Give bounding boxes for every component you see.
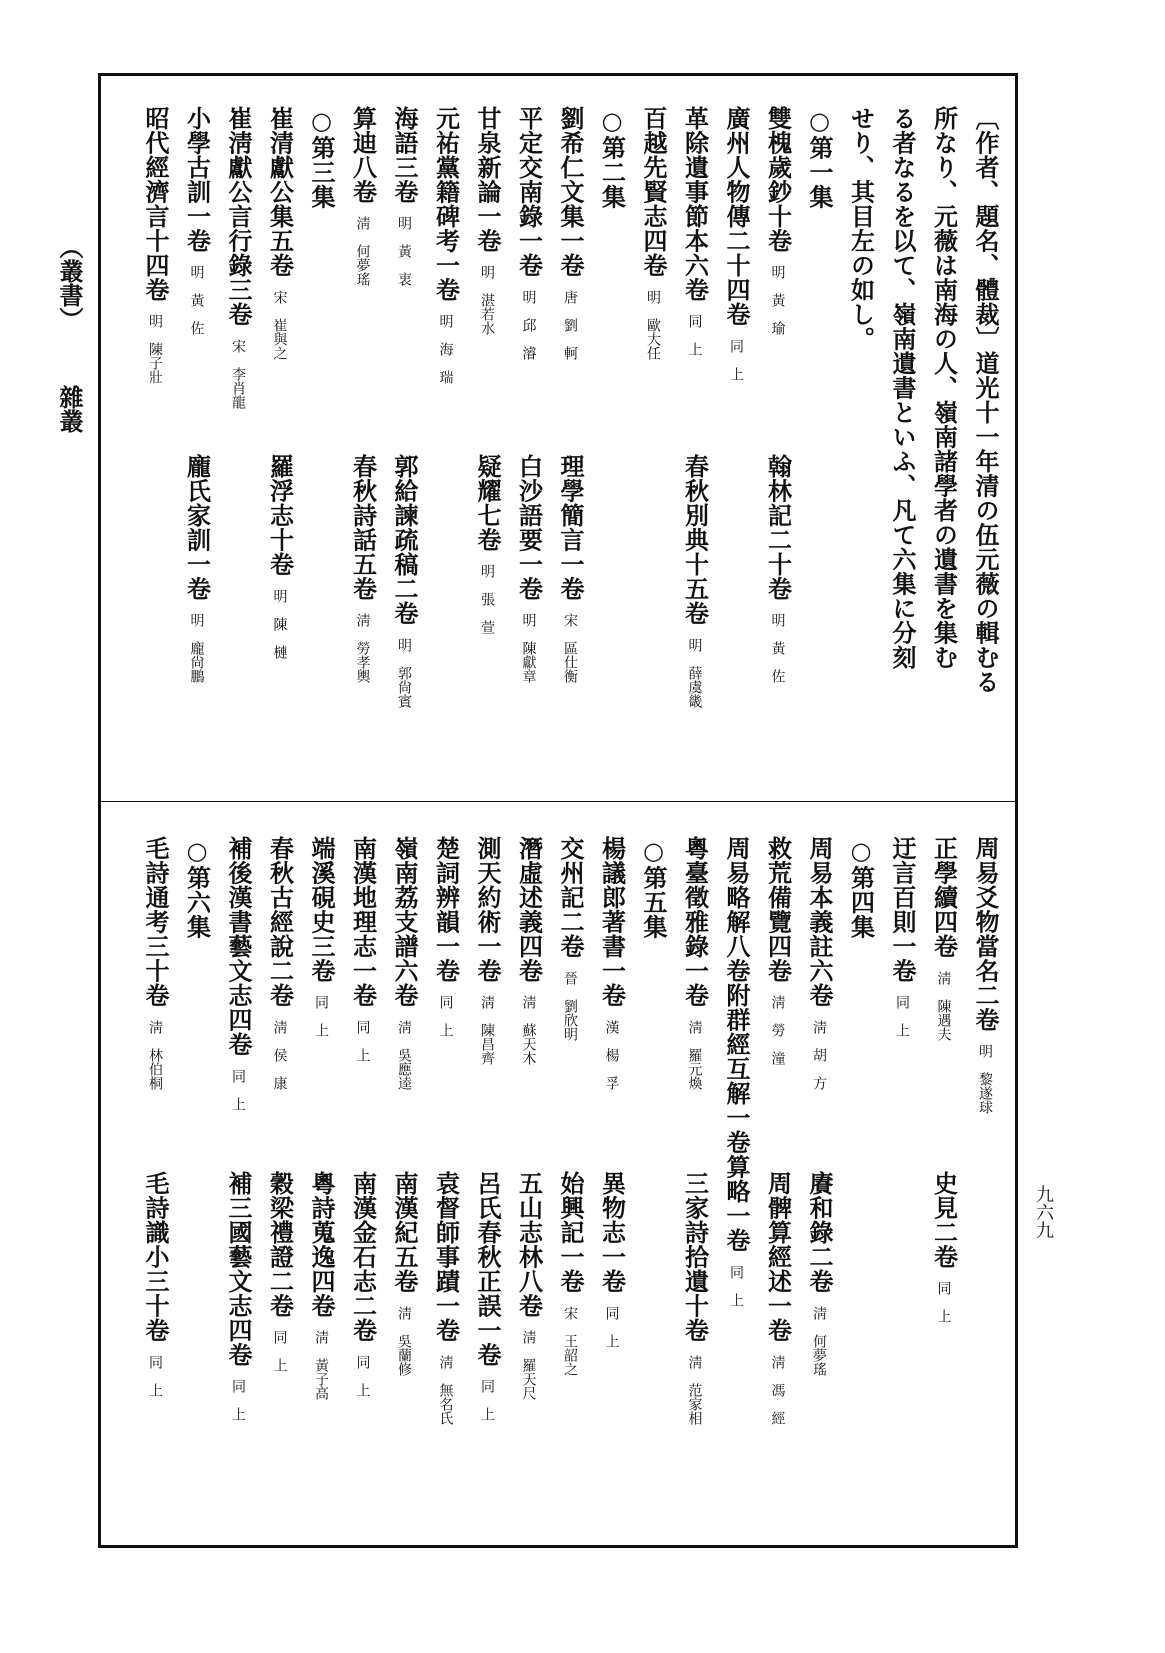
upper-column [763, 106, 793, 335]
entry-title: 理學簡言一卷 [556, 454, 585, 601]
lower-column [556, 836, 585, 1041]
entry-author: 明 張 萱 [479, 564, 495, 634]
lower-column [265, 836, 295, 1090]
entry-author: 同 上 [728, 1264, 744, 1307]
upper-column [680, 106, 710, 356]
entry-title: 崔淸獻公言行錄三卷 [224, 106, 253, 327]
entry-author: 明 黎遂球 [977, 1044, 993, 1114]
lower-column-second [473, 1171, 502, 1421]
page-frame [98, 73, 1018, 1548]
entry-title: 救荒備覽四卷 [763, 836, 793, 983]
lower-column-second [224, 1171, 253, 1421]
entry-title: 疑耀七卷 [473, 454, 502, 552]
entry-title: 白沙語要一卷 [514, 454, 544, 601]
entry-author: 淸 林伯桐 [147, 1019, 163, 1090]
entry-title: 春秋古經說二卷 [265, 836, 295, 1008]
entry-title: 雙槐歲鈔十卷 [763, 106, 793, 253]
entry-title: 粵臺徵雅錄一卷 [680, 836, 710, 1008]
entry-author: 漢 楊 孚 [603, 1019, 620, 1090]
entry-author: 明 黃 佐 [188, 265, 205, 335]
entry-author: 同 上 [728, 338, 744, 381]
lower-column [929, 836, 959, 1041]
entry-author: 同 上 [354, 1354, 371, 1397]
entry-author: 淸 何夢瑤 [811, 1305, 827, 1376]
lower-column-second [390, 1171, 419, 1376]
lower-column [182, 836, 212, 939]
entry-author: 淸 吳蘭修 [396, 1305, 412, 1376]
entry-author: 同 上 [354, 1019, 371, 1062]
entry-author: 明 陳子壯 [147, 314, 163, 384]
entry-author: 淸 吳應逵 [396, 1019, 412, 1090]
upper-column [307, 106, 336, 209]
entry-author: 同 上 [230, 1068, 246, 1111]
entry-title: 呂氏春秋正誤一卷 [473, 1171, 502, 1367]
upper-column [224, 106, 253, 409]
lower-column [763, 836, 793, 1065]
entry-author: 宋 王韶之 [562, 1305, 578, 1376]
entry-title: 崔清獻公集五卷 [265, 106, 295, 278]
upper-column [639, 106, 668, 360]
entry-author: 宋 區仕衡 [562, 613, 578, 683]
lower-column [846, 836, 876, 939]
entry-title: ○第六集 [182, 836, 212, 939]
upper-column [805, 106, 834, 209]
entry-title: 毛詩識小三十卷 [141, 1171, 170, 1343]
upper-column-second [390, 454, 419, 708]
upper-column-second [556, 454, 585, 683]
entry-author: 明 黃 衷 [396, 216, 412, 286]
entry-title: 廣州人物傳二十四卷 [722, 106, 751, 327]
entry-title: 百越先賢志四卷 [639, 106, 668, 278]
entry-author: 淸 無名氏 [437, 1354, 454, 1425]
entry-author: 淸 何夢瑤 [354, 216, 371, 286]
entry-title: 昭代經濟言十四卷 [141, 106, 170, 302]
lower-column-second [597, 1171, 627, 1348]
entry-title: 嶺南荔支譜六卷 [390, 836, 419, 1008]
entry-title: 平定交南錄一卷 [514, 106, 544, 278]
entry-title: 甘泉新論一卷 [473, 106, 502, 253]
entry-title: 補三國藝文志四卷 [224, 1171, 253, 1367]
upper-column-second [514, 454, 544, 683]
lower-column-second [514, 1171, 544, 1400]
upper-column [348, 106, 378, 286]
entry-author: 同 上 [935, 1281, 952, 1323]
entry-author: 明 湛若水 [479, 265, 495, 335]
entry-title: 端溪硯史三卷 [307, 836, 336, 983]
entry-author: 同 上 [230, 1379, 246, 1421]
entry-title: せり、其目左の如し。 [846, 106, 876, 351]
entry-author: 同 上 [437, 995, 454, 1037]
entry-title: 正學續四卷 [929, 836, 959, 959]
entry-title: ○第一集 [805, 106, 834, 209]
lower-column-second [805, 1171, 834, 1376]
upper-column [431, 106, 461, 384]
entry-author: 淸 羅天尺 [520, 1330, 537, 1400]
entry-author: 明 黃 瑜 [769, 265, 786, 335]
entry-title: ○第三集 [307, 106, 336, 209]
upper-column [929, 106, 959, 670]
lower-column-second [929, 1171, 959, 1323]
upper-column-second [182, 454, 212, 683]
lower-column-second [141, 1171, 170, 1397]
upper-column [265, 106, 295, 360]
lower-column [597, 836, 627, 1090]
upper-column [390, 106, 419, 286]
entry-author: 淸 黃子高 [313, 1330, 329, 1400]
entry-author: 淸 勞孝輿 [354, 613, 371, 683]
entry-author: 同 上 [894, 995, 910, 1037]
entry-author: 淸 蘇天木 [520, 995, 537, 1065]
entry-title: 楚詞辨韻一卷 [431, 836, 461, 983]
entry-title: 楊議郎著書一卷 [597, 836, 627, 1008]
entry-title: 賡和錄二卷 [805, 1171, 834, 1294]
upper-column-second [473, 454, 502, 634]
entry-title: 毛詩通考三十卷 [141, 836, 170, 1008]
entry-author: 明 龐尙鵬 [188, 613, 205, 683]
lower-column-second [763, 1171, 793, 1425]
entry-title: 測天約術一卷 [473, 836, 502, 983]
lower-column [390, 836, 419, 1090]
entry-author: 宋 李肖龍 [230, 338, 246, 409]
entry-title: る者なるを以て、嶺南遺書といふ、凡て六集に分刻 [888, 106, 917, 670]
lower-column [514, 836, 544, 1065]
entry-title: 周易略解八卷附群經互解一卷算略一卷 [722, 836, 751, 1253]
entry-title: 周易本義註六卷 [805, 836, 834, 1008]
entry-author: 明 海 瑞 [437, 314, 454, 384]
entry-title: 始興記一卷 [556, 1171, 585, 1294]
entry-title: 龐氏家訓一卷 [182, 454, 212, 601]
lower-column [971, 836, 1000, 1114]
entry-author: 淸 陳昌齊 [479, 995, 495, 1065]
entry-author: 同 上 [147, 1354, 163, 1397]
upper-column [141, 106, 170, 384]
entry-title: 穀梁禮證二卷 [265, 1171, 295, 1318]
entry-title: ○第二集 [597, 106, 627, 209]
entry-author: 明 邱 濬 [520, 289, 537, 360]
entry-title: ○第五集 [639, 836, 668, 939]
lower-column [805, 836, 834, 1090]
entry-title: 三家詩拾遺十卷 [680, 1171, 710, 1343]
lower-column-second [348, 1171, 378, 1397]
entry-author: 同 上 [686, 314, 703, 356]
entry-title: 異物志一卷 [597, 1171, 627, 1294]
entry-title: 袁督師事蹟一卷 [431, 1171, 461, 1343]
entry-author: 明 黃 佐 [769, 613, 786, 683]
lower-column [431, 836, 461, 1037]
entry-title: 春秋詩話五卷 [348, 454, 378, 601]
entry-title: 南漢紀五卷 [390, 1171, 419, 1294]
entry-author: 明 歐大任 [645, 289, 661, 360]
section-divider [101, 801, 1015, 802]
entry-title: 迂言百則一卷 [888, 836, 917, 983]
upper-column [473, 106, 502, 335]
entry-title: 五山志林八卷 [514, 1171, 544, 1318]
entry-title: 南漢地理志一卷 [348, 836, 378, 1008]
entry-author: 淸 胡 方 [811, 1019, 827, 1090]
entry-title: 革除遺事節本六卷 [680, 106, 710, 302]
lower-column [307, 836, 336, 1037]
entry-title: 交州記二卷 [556, 836, 585, 959]
lower-column [224, 836, 253, 1111]
lower-column [888, 836, 917, 1037]
entry-author: 明 陳獻章 [520, 613, 537, 683]
entry-author: 淸 羅元煥 [686, 1019, 703, 1090]
entry-title: 所なり、元薇は南海の人、嶺南諸學者の遺書を集む [929, 106, 959, 670]
entry-title: 補後漢書藝文志四卷 [224, 836, 253, 1057]
entry-author: 同 上 [603, 1305, 620, 1348]
entry-title: 周髀算經述一卷 [763, 1171, 793, 1343]
upper-column [971, 106, 1000, 694]
entry-author: 淸 勞 潼 [769, 995, 786, 1065]
upper-column [846, 106, 876, 351]
entry-author: 宋 崔與之 [271, 289, 288, 360]
upper-column [514, 106, 544, 360]
upper-column [182, 106, 212, 335]
entry-author: 同 上 [313, 995, 329, 1037]
entry-title: 周易爻物當名二卷 [971, 836, 1000, 1032]
entry-author: 淸 陳遇夫 [935, 970, 952, 1041]
entry-author: 同 上 [479, 1379, 495, 1421]
entry-title: 海語三卷 [390, 106, 419, 204]
entry-author: 明 郭尙賓 [396, 637, 412, 708]
entry-title: 粵詩蒐逸四卷 [307, 1171, 336, 1318]
entry-title: 翰林記二十卷 [763, 454, 793, 601]
entry-title: 史見二卷 [929, 1171, 959, 1269]
entry-author: 同 上 [271, 1330, 288, 1372]
entry-author: 明 薛虞畿 [686, 637, 703, 708]
entry-author: 淸 范家相 [686, 1354, 703, 1425]
entry-title: 〔作者、題名、體裁〕道光十一年清の伍元薇の輯むる [971, 106, 1000, 694]
upper-column-second [265, 454, 295, 659]
entry-title: ○第四集 [846, 836, 876, 939]
upper-column [888, 106, 917, 670]
lower-column-second [556, 1171, 585, 1376]
header-title: 雜叢 [55, 385, 84, 433]
lower-column [680, 836, 710, 1090]
entry-title: 元祐黨籍碑考一卷 [431, 106, 461, 302]
lower-column [348, 836, 378, 1062]
entry-author: 淸 侯 康 [271, 1019, 288, 1090]
upper-column-second [763, 454, 793, 683]
lower-column-second [307, 1171, 336, 1400]
upper-column-second [680, 454, 710, 708]
entry-title: 潛虛述義四卷 [514, 836, 544, 983]
lower-column-second [431, 1171, 461, 1425]
entry-title: 羅浮志十卷 [265, 454, 295, 577]
lower-column [473, 836, 502, 1065]
entry-title: 春秋別典十五卷 [680, 454, 710, 626]
entry-title: 小學古訓一卷 [182, 106, 212, 253]
lower-column-second [265, 1171, 295, 1372]
entry-title: 郭給諫疏稿二卷 [390, 454, 419, 626]
lower-column-second [680, 1171, 710, 1425]
lower-column [722, 836, 751, 1307]
upper-column [556, 106, 585, 360]
entry-title: 算迪八卷 [348, 106, 378, 204]
lower-column [639, 836, 668, 939]
upper-column-second [348, 454, 378, 683]
entry-author: 晉 劉欣明 [562, 970, 578, 1041]
upper-column [722, 106, 751, 381]
entry-author: 明 陳 槤 [271, 588, 288, 659]
entry-title: 劉希仁文集一卷 [556, 106, 585, 278]
lower-column [141, 836, 170, 1090]
entry-title: 南漢金石志二卷 [348, 1171, 378, 1343]
upper-column [597, 106, 627, 209]
page-number: 九六九 [1033, 1185, 1054, 1239]
entry-author: 唐 劉 軻 [562, 289, 578, 360]
header-section: （叢書） [55, 235, 84, 331]
entry-author: 淸 馮 經 [769, 1354, 786, 1425]
